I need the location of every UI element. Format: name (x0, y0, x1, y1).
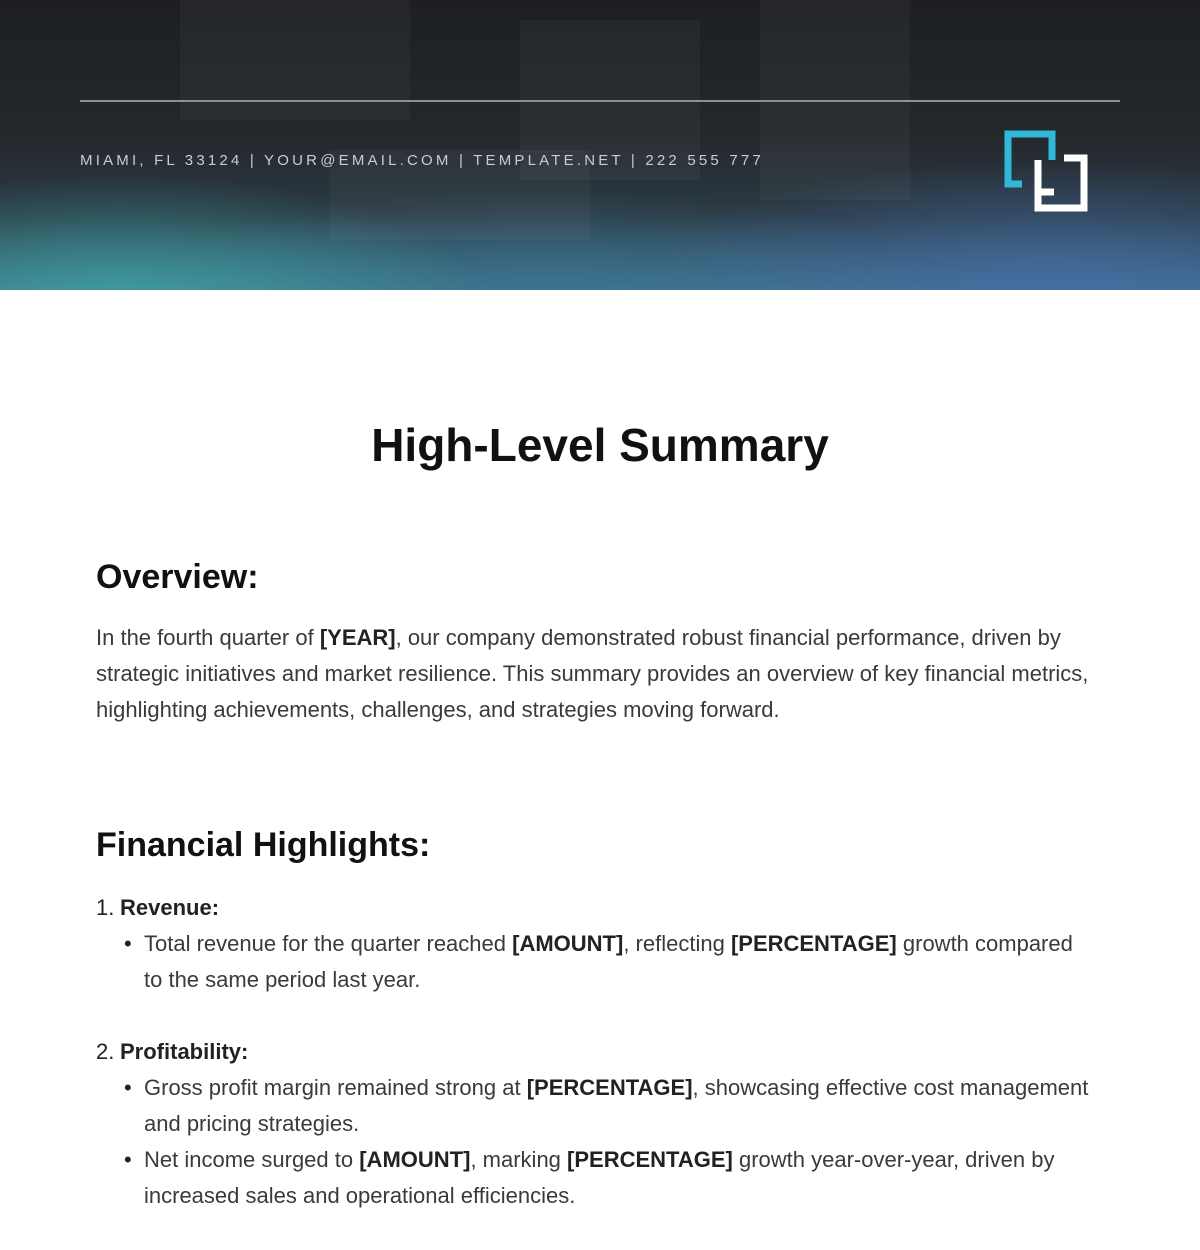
item-title: Profitability: (120, 1039, 249, 1064)
item-number: 2. (96, 1039, 115, 1064)
overview-text-part: , our company demonstrated robust financial performance, driven by strategic initiatives and market resilience. This summary provides an overview of key financial metrics, highlighting achievements, challenges, and strategies moving forward. (96, 625, 1089, 722)
bullet-text: Total revenue for the quarter reached (144, 931, 513, 956)
bullet-text: , marking (470, 1147, 568, 1172)
header-banner (0, 0, 1200, 290)
bullet-text: , showcasing effective cost management and pricing strategies. (144, 1075, 1089, 1136)
bullet-text: growth compared to the same period last year. (144, 931, 1073, 992)
financial-highlights-heading: Financial Highlights: (96, 826, 431, 864)
revenue-bullets (96, 926, 1096, 998)
profitability-bullets (96, 1070, 1096, 1214)
header-divider (80, 100, 1120, 102)
overview-paragraph (96, 620, 1096, 728)
bracket-logo-icon (1002, 130, 1088, 212)
item-number: 1. (96, 895, 115, 920)
page-title: High-Level Summary (371, 419, 829, 471)
bullet-item (144, 1070, 1096, 1142)
overview-text-part: In the fourth quarter of (96, 625, 320, 650)
bullet-text: , reflecting (623, 931, 731, 956)
list-item-profitability (96, 1034, 1096, 1214)
bullet-item (144, 926, 1096, 998)
bullet-text: growth year-over-year, driven by increased sales and operational efficiencies. (144, 1147, 1055, 1208)
amount-placeholder: [AMOUNT] (359, 1147, 471, 1172)
overview-heading: Overview: (96, 558, 259, 596)
amount-placeholder: [AMOUNT] (512, 931, 624, 956)
bullet-item (144, 1142, 1096, 1214)
financial-highlights-list (96, 890, 1096, 1250)
percentage-placeholder: [PERCENTAGE] (567, 1147, 733, 1172)
list-item-revenue (96, 890, 1096, 998)
percentage-placeholder: [PERCENTAGE] (526, 1075, 693, 1100)
bullet-text: Gross profit margin remained strong at (144, 1075, 527, 1100)
percentage-placeholder: [PERCENTAGE] (730, 931, 897, 956)
item-title: Revenue: (120, 895, 220, 920)
background-shape (180, 0, 410, 120)
year-placeholder: [YEAR] (319, 625, 396, 650)
contact-line: MIAMI, FL 33124 | YOUR@EMAIL.COM | TEMPLATE.NET | 222 555 777 (80, 152, 764, 169)
bullet-text: Net income surged to (144, 1147, 360, 1172)
